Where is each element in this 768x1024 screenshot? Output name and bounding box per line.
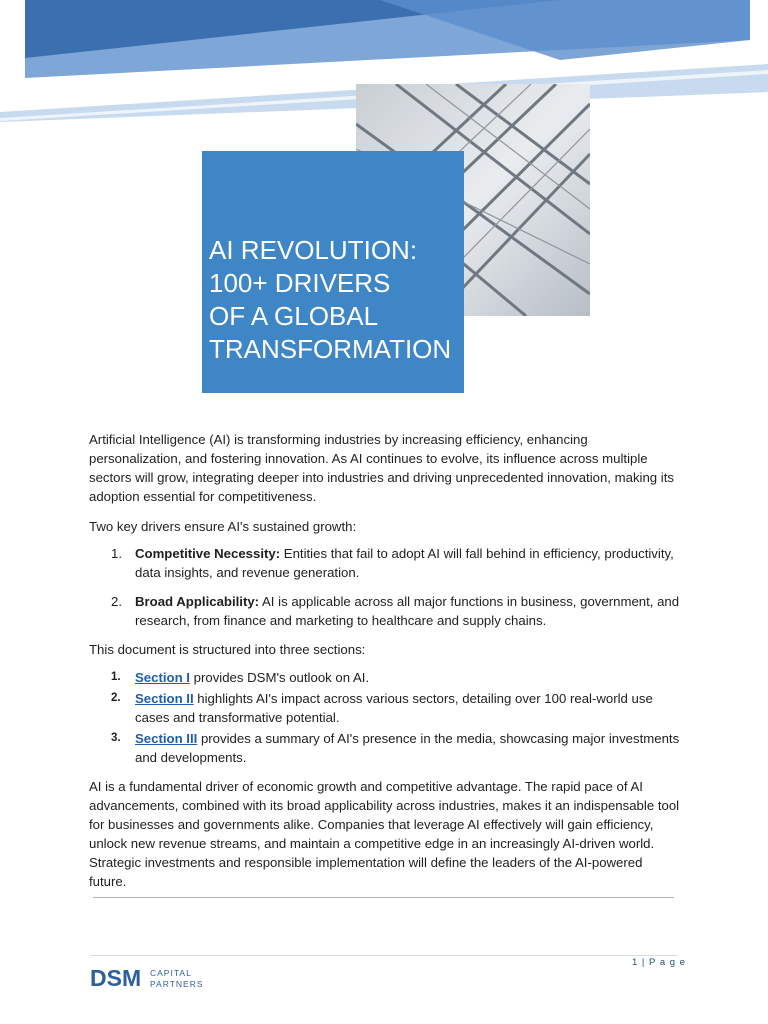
drivers-intro: Two key drivers ensure AI's sustained growth: [89, 519, 357, 534]
list-number: 2. [111, 594, 122, 609]
logo-sub-capital: CAPITAL [150, 968, 192, 978]
document-body [89, 430, 681, 891]
company-logo [90, 966, 210, 990]
intro-paragraph: Artificial Intelligence (AI) is transforming industries by increasing efficiency, enhancing personalization, and fostering innovation. As AI continues to evolve, its influence across multiple sectors will grow, integrating deeper into industries and driving unprecedented innovation, making its adoption essential for competitiveness. [89, 432, 674, 504]
title-line-3: OF A GLOBAL [209, 301, 379, 331]
page-number: 1 | P a g e [632, 957, 686, 968]
section-3-link[interactable]: Section III [135, 731, 198, 746]
driver-label: Competitive Necessity: [135, 546, 281, 561]
conclusion-paragraph: AI is a fundamental driver of economic growth and competitive advantage. The rapid pace of AI advancements, combined with its broad applicability across industries, makes it an indispensable tool for businesses and governments alike. Companies that leverage AI effectively will gain efficiency, unlock new revenue streams, and maintain a competitive edge in an increasingly AI-driven world. Strategic investments and responsible implementation will define the leaders of the AI-powered future. [89, 779, 680, 889]
sections-list [89, 668, 681, 767]
section-text: highlights AI's impact across various sectors, detailing over 100 real-world use cases and transformative potential. [135, 691, 653, 725]
list-number: 3. [111, 732, 121, 744]
list-item [89, 592, 681, 630]
drivers-list [89, 544, 681, 630]
title-box [202, 151, 464, 393]
list-item [89, 729, 681, 767]
footer-divider [90, 955, 677, 956]
driver-label: Broad Applicability: [135, 594, 260, 609]
logo-sub-partners: PARTNERS [150, 979, 204, 989]
section-2-link[interactable]: Section II [135, 691, 194, 706]
driver-text: AI is applicable across all major functions in business, government, and research, from finance and marketing to healthcare and supply chains. [135, 594, 680, 628]
list-number: 1. [111, 671, 121, 683]
title-line-2: 100+ DRIVERS [209, 268, 391, 298]
title-line-1: AI REVOLUTION: [209, 235, 418, 265]
section-text: provides a summary of AI's presence in the media, showcasing major investments and developments. [135, 731, 680, 765]
list-number: 2. [111, 692, 121, 704]
title-line-4: TRANSFORMATION [209, 334, 452, 364]
logo-wordmark: DSM [90, 965, 142, 991]
list-item [89, 668, 681, 687]
driver-text: Entities that fail to adopt AI will fall behind in efficiency, productivity, data insights, and revenue generation. [135, 546, 674, 580]
section-text: provides DSM's outlook on AI. [189, 670, 370, 685]
list-number: 1. [111, 546, 122, 561]
list-item [89, 689, 681, 727]
section-1-link[interactable]: Section I [135, 670, 190, 685]
list-item [89, 544, 681, 582]
sections-intro: This document is structured into three sections: [89, 642, 366, 657]
content-divider [93, 897, 674, 898]
